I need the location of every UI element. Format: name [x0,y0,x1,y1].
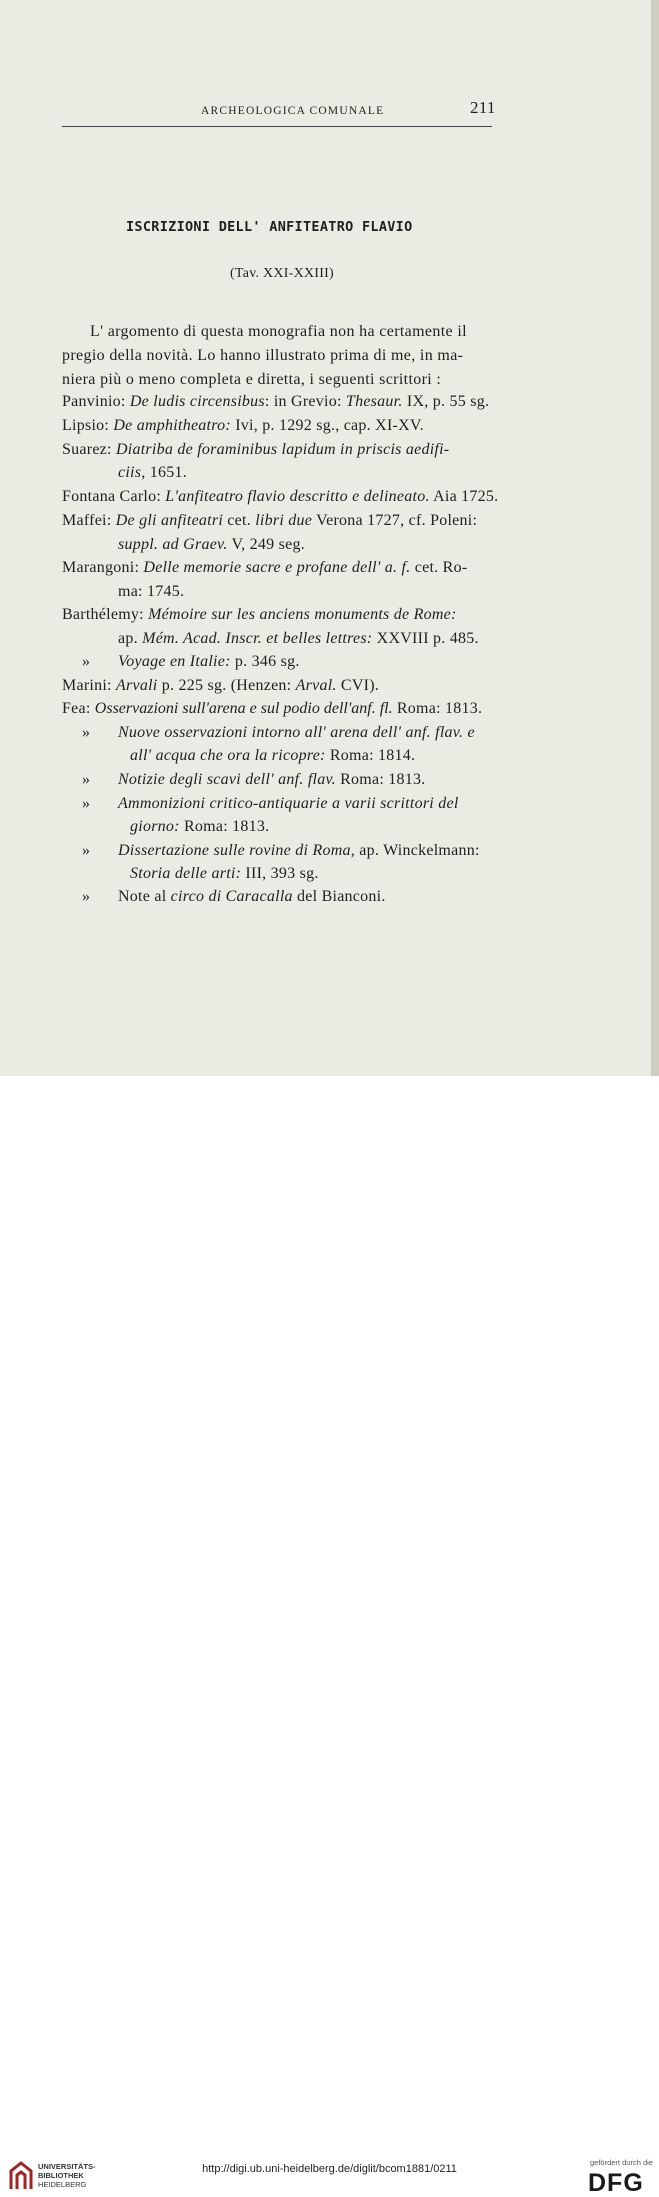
intro-line-1: L' argomento di questa monografia non ha certamente il [90,323,467,340]
ref-work: ciis [118,464,142,481]
ref-work: giorno: [130,818,180,835]
page-number: 211 [470,98,496,117]
ref-work: circo di Caracalla [170,888,293,905]
ditto-mark: » [82,795,91,812]
ref-text: p. 225 sg. (Henzen: [161,677,292,694]
ref-work: libri due [255,512,313,529]
ref-suarez-cont [118,463,187,483]
ref-suarez [62,440,449,460]
page-edge [651,0,659,1076]
ref-marangoni [62,558,467,578]
ref-text: Roma: 1813. [340,771,426,788]
ref-work: Storia delle arti: [130,865,242,882]
footer-bar [0,1076,659,2197]
ref-text: Roma: 1813. [396,700,483,717]
ref-maffei-cont [118,535,305,555]
ref-work: Notizie degli scavi dell' anf. flav. [118,771,336,788]
ref-lipsio [62,416,424,436]
ref-text: , 1651. [141,464,187,481]
ref-text: Verona 1727, cf. Poleni: [316,512,478,529]
ref-ammonizioni-cont [130,817,269,837]
ref-work: Arvali [116,677,158,694]
ref-work: suppl. ad Graev. [118,536,228,553]
funded-by-label: gefördert durch die [590,2158,653,2167]
header-rule [62,126,492,127]
intro-line-2: pregio della novità. Lo hanno illustrato prima di me, in ma- [62,347,464,364]
ref-work: L'anfiteatro flavio descritto e delineato. [165,488,430,505]
ref-text: ap. Winckelmann: [359,842,480,859]
ref-work: Mém. Acad. Inscr. et belles lettres: [142,630,373,647]
ref-note [118,887,386,907]
library-name-line: BIBLIOTHEK [38,2171,84,2180]
ref-text: cet. Ro- [414,559,468,576]
ref-text: V, 249 seg. [231,536,306,553]
ref-work: Ammonizioni critico-antiquarie a varii scrittori del [118,795,459,812]
ref-author: Maffei: [62,512,112,529]
ref-marangoni-cont: ma: 1745. [118,583,185,600]
ref-text: p. 346 sg. [234,653,300,670]
ref-nuove-cont [130,746,415,766]
ref-maffei [62,511,477,531]
library-name-line: UNIVERSITÄTS- [38,2162,96,2171]
ref-marini [62,676,379,696]
article-title: ISCRIZIONI DELL' ANFITEATRO FLAVIO [126,219,413,235]
ditto-mark: » [82,653,91,670]
ref-text: : in Grevio: [264,393,342,410]
ref-text: XXVIII p. 485. [376,630,479,647]
running-title: ARCHEOLOGICA COMUNALE [201,105,385,117]
ref-text: CVI). [340,677,380,694]
ref-panvinio [62,392,489,412]
scanned-page [0,0,659,1076]
ref-work: Nuove osservazioni intorno all' arena dell' anf. flav. e [118,724,475,741]
ref-author: Barthélemy: [62,606,144,623]
ref-work: Dissertazione sulle rovine di Roma, [118,842,356,859]
ref-text: Roma: 1814. [329,747,416,764]
ref-text: cet. [227,512,251,529]
ref-work: Thesaur. [345,393,403,410]
ref-dissertazione [118,841,480,861]
ref-text: Roma: 1813. [184,818,270,835]
ref-text: III, 393 sg. [245,865,319,882]
article-subtitle: (Tav. XXI-XXIII) [230,266,334,281]
ref-text: Note al [118,888,167,905]
ditto-mark: » [82,888,91,905]
ref-author: Suarez: [62,441,112,458]
ref-work: De gli anfiteatri [115,512,224,529]
dfg-logo: DFG [588,2169,644,2197]
ref-author: Fea: [62,700,91,717]
ref-author: Lipsio: [62,417,110,434]
ref-fea [62,699,482,719]
ref-text: Aia 1725. [433,488,499,505]
ref-work: De amphitheatro: [113,417,231,434]
ref-work: all' acqua che ora la ricopre: [130,747,326,764]
ditto-mark: » [82,771,91,788]
ref-notizie [118,770,426,790]
ref-author: Panvinio: [62,393,126,410]
ref-dissertazione-cont [130,864,319,884]
ref-barthelemy [62,605,457,625]
ref-text: ap. [118,630,138,647]
ditto-mark: » [82,842,91,859]
ref-work: Osservazioni sull'arena e sul podio dell'anf. fl. [94,700,393,717]
ref-author: Marini: [62,677,112,694]
ref-barthelemy-cont [118,629,479,649]
ref-text: Ivi, p. 1292 sg., cap. XI-XV. [235,417,424,434]
ref-author: Fontana Carlo: [62,488,162,505]
ref-work: Diatriba de foraminibus lapidum in priscis aedifi- [115,441,450,458]
source-url-link[interactable]: http://digi.ub.uni-heidelberg.de/diglit/bcom1881/0211 [202,2163,457,2175]
ref-nuove [118,723,475,743]
library-name-line: HEIDELBERG [38,2180,87,2189]
ref-ammonizioni [118,794,459,814]
ref-text: IX, p. 55 sg. [406,393,490,410]
ref-author: Marangoni: [62,559,140,576]
ref-work: Mémoire sur les anciens monuments de Rome: [148,606,457,623]
ref-work: Arval. [295,677,337,694]
intro-line-3: niera più o meno completa e diretta, i seguenti scrittori : [62,371,442,388]
ref-work: Delle memorie sacre e profane dell' a. f. [143,559,411,576]
ditto-mark: » [82,724,91,741]
ref-fontana [62,487,498,507]
ref-work: De ludis circensibus [129,393,265,410]
ref-voyage [118,652,300,672]
ref-text: del Bianconi. [297,888,386,905]
ref-work: Voyage en Italie: [118,653,231,670]
